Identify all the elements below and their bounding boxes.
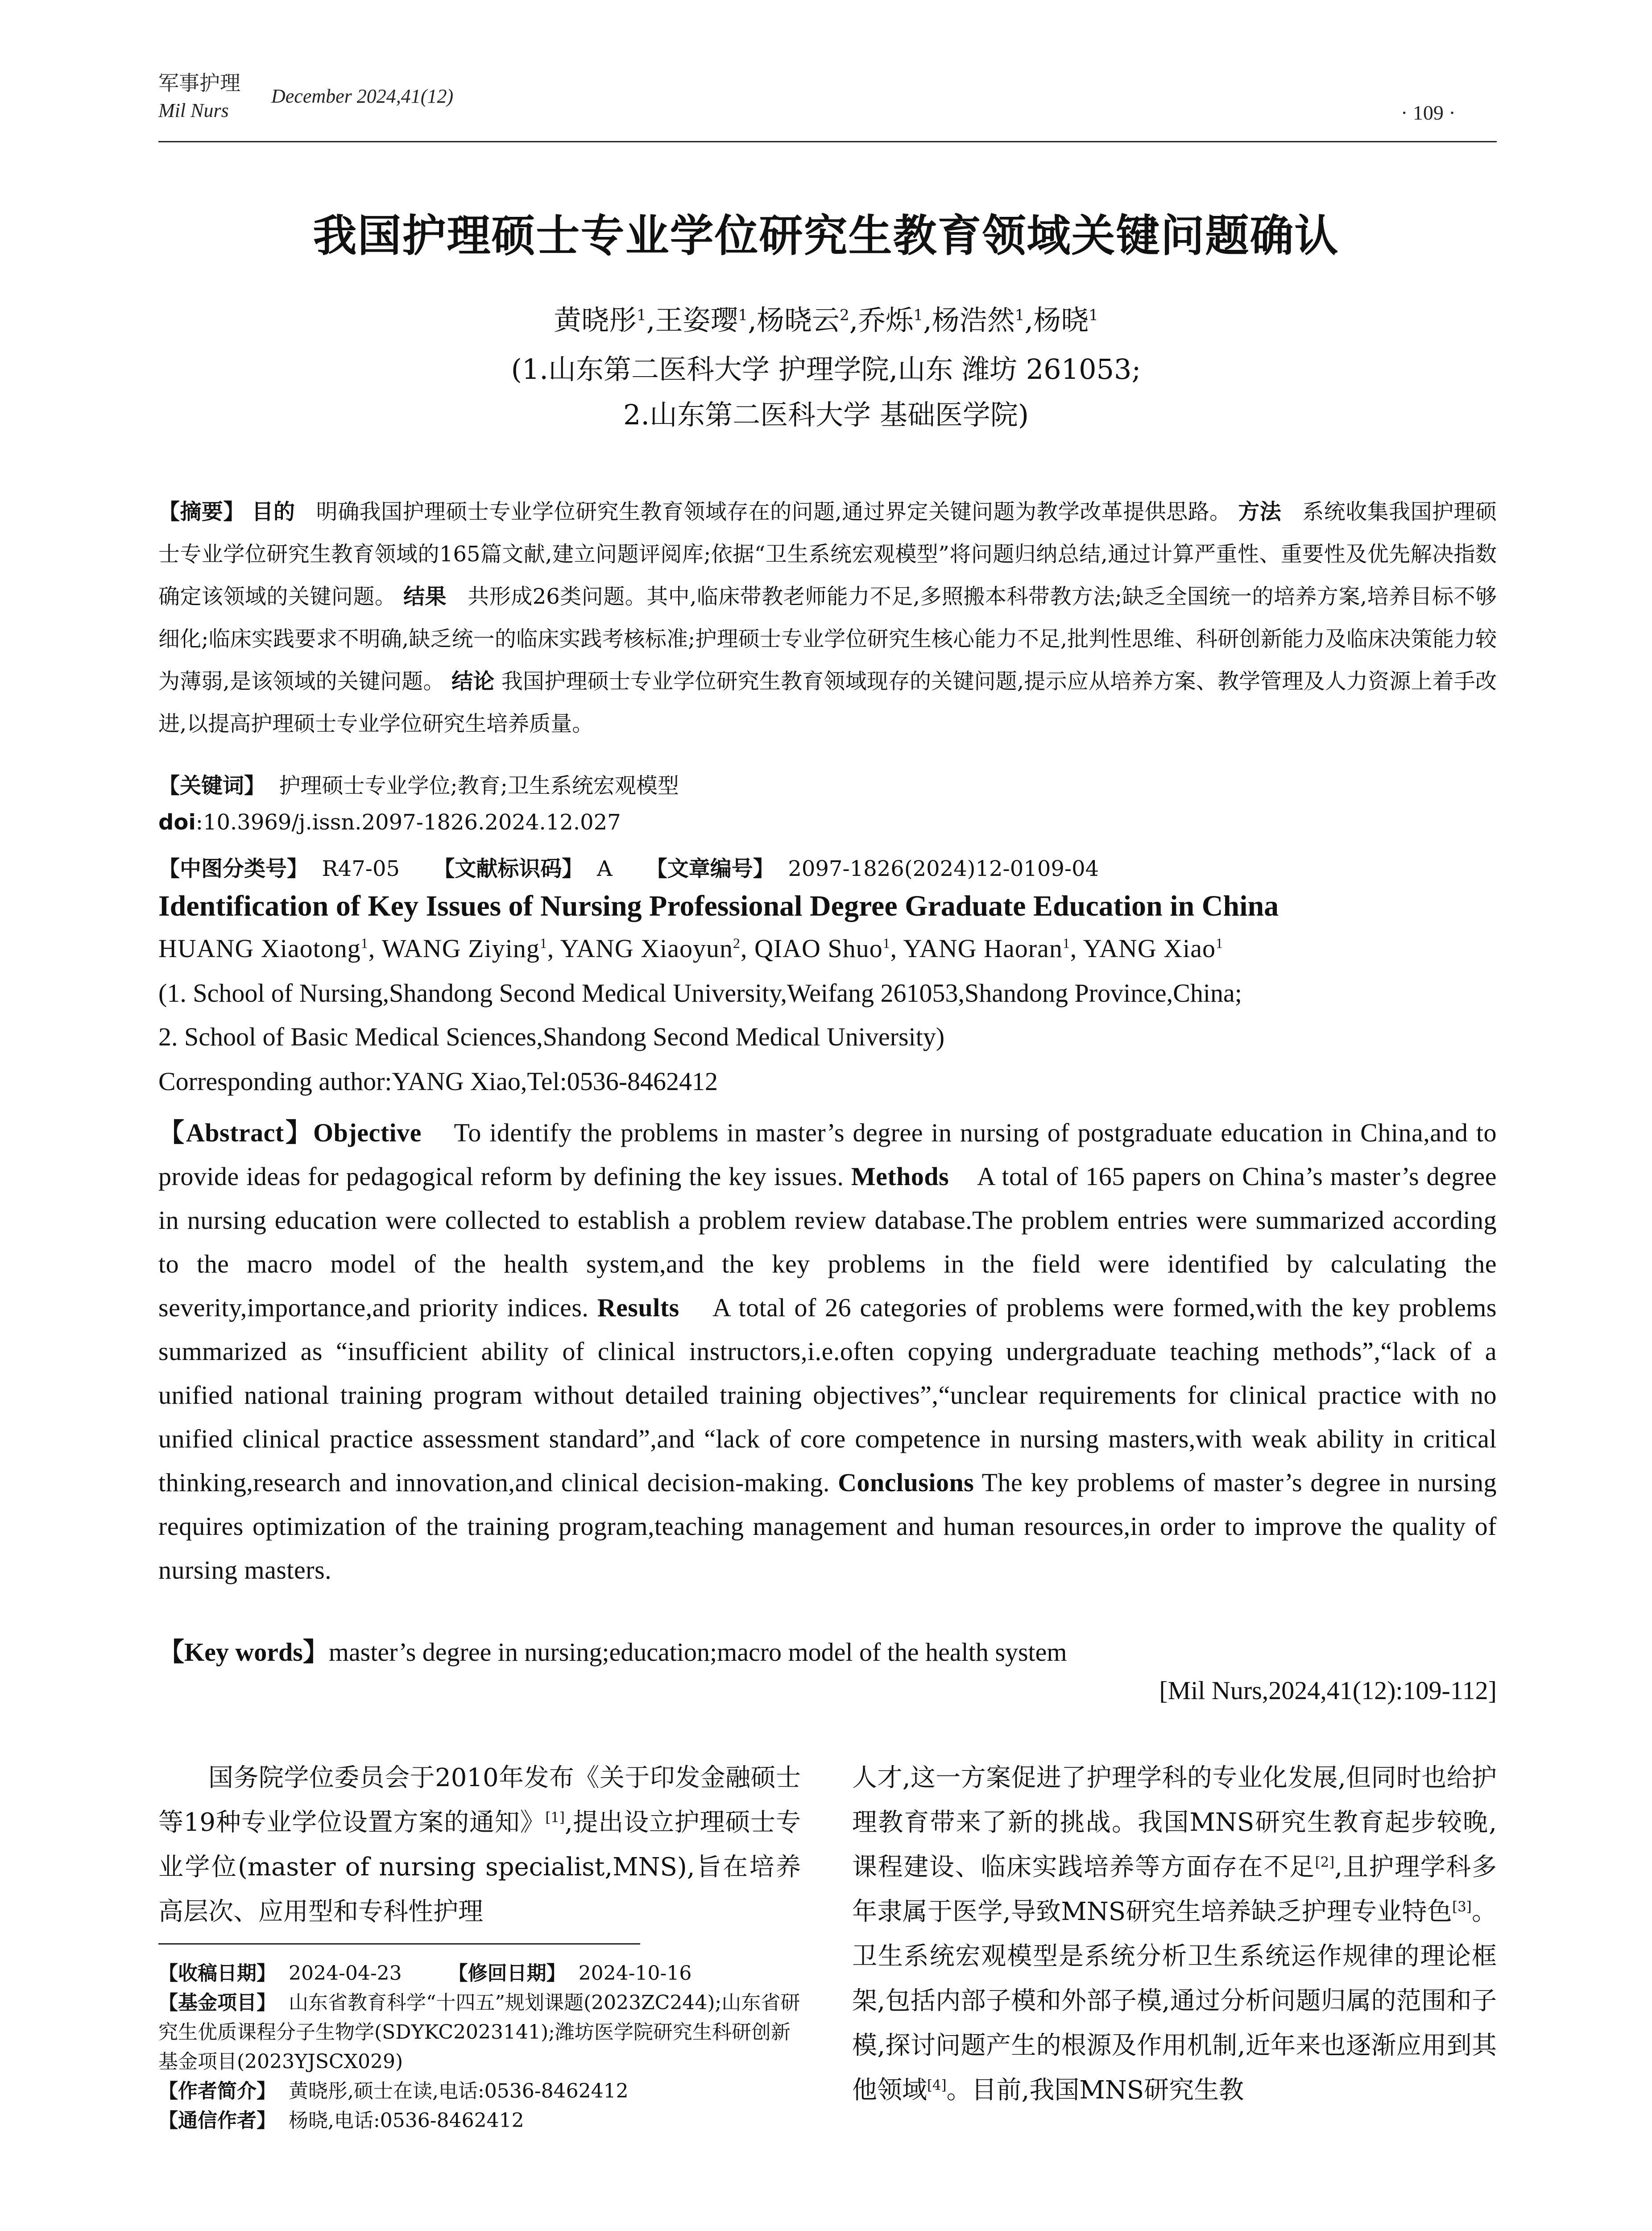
corresponding-label: 【通信作者】 <box>158 2109 276 2132</box>
citation-info: [Mil Nurs,2024,41(12):109-112] <box>1159 1676 1497 1705</box>
body-text: 。目前,我国MNS研究生教 <box>946 2076 1244 2105</box>
keywords-cn <box>158 768 1497 799</box>
corresponding-text: 杨晓,电话:0536-8462412 <box>288 2109 524 2132</box>
affiliation-line-1: (1.山东第二医科大学 护理学院,山东 潍坊 261053; <box>511 353 1141 386</box>
author: 杨晓 <box>1033 304 1089 336</box>
author-bio-text: 黄晓彤,硕士在读,电话:0536-8462412 <box>288 2080 629 2102</box>
conclusions-en-label: Conclusions <box>838 1468 974 1497</box>
author-affil-mark: 1 <box>882 935 890 951</box>
author-affil-mark: 1 <box>539 935 547 951</box>
author-affil-mark: 1 <box>738 306 748 324</box>
corresponding-author: Corresponding author:YANG Xiao,Tel:0536-8462412 <box>158 1067 718 1096</box>
received-date: 2024-04-23 <box>288 1962 402 1985</box>
author-affil-mark: 1 <box>1089 306 1098 324</box>
footnotes <box>158 1959 805 2136</box>
objective-label: 目的 <box>252 499 295 524</box>
results-text: 共形成26类问题。其中,临床带教老师能力不足,多照搬本科带教方法;缺乏全国统一的培养方案,培养目标不够细化;临床实践要求不明确,缺乏统一的临床实践考核标准;护理硕士专业学位研究生核心能力不足,批判性思维、科研创新能力及临床决策能力较为薄弱,是该领域的关键问题。 <box>158 584 1497 694</box>
author-bio-line <box>158 2077 805 2106</box>
english-affiliation-2: 2. School of Basic Medical Sciences,Shandong Second Medical University) <box>158 1022 945 1051</box>
author-bio-label: 【作者简介】 <box>158 2080 276 2102</box>
author: 黄晓彤 <box>554 304 637 336</box>
keywords-text: 护理硕士专业学位;教育;卫生系统宏观模型 <box>279 773 679 798</box>
issue-info: December 2024,41(12) <box>271 85 454 107</box>
results-label: 结果 <box>403 584 447 609</box>
reference-link[interactable]: [3] <box>1452 1899 1472 1915</box>
conclusion-label: 结论 <box>451 669 495 694</box>
body-column-right <box>852 1756 1497 2113</box>
classification-line <box>158 851 1497 882</box>
author: 杨晓云 <box>756 304 840 336</box>
author: 杨浩然 <box>932 304 1015 336</box>
author-affil-mark: 1 <box>360 935 368 951</box>
header-divider <box>158 141 1497 142</box>
reference-link[interactable]: [2] <box>1315 1854 1335 1870</box>
results-en-text: A total of 26 categories of problems were formed,with the key problems summarized as “insufficient ability of clinical instructors,i.e.often copying undergraduate teaching methods”,“lack of a unified national training program without detailed training objectives”,“unclear requirements for clinical practice with no unified clinical practice assessment standard”,and “lack of core competence in nursing masters,with weak ability in critical thinking,research and innovation,and clinical decision-making. <box>158 1293 1497 1497</box>
body-text: 。卫生系统宏观模型是系统分析卫生系统运作规律的理论框架,包括内部子模和外部子模,通过分析问题归属的范围和子模,探讨问题产生的根源及作用机制,近年来也逐渐应用到其他领域 <box>852 1897 1497 2105</box>
conclusions-en-text: The key problems of master’s degree in nursing requires optimization of the training program,teaching management and human resources,in order to improve the quality of nursing masters. <box>158 1468 1497 1584</box>
author-list: 黄晓彤$^1$,王姿璎$^1$,杨晓云$^2$,乔烁$^1$,杨浩然$^1$,杨晓$^1$ <box>554 304 1098 336</box>
received-label: 【收稿日期】 <box>158 1962 276 1985</box>
author: HUANG Xiaotong <box>158 934 361 963</box>
author: WANG Ziying <box>381 934 540 963</box>
author-affil-mark: 1 <box>1062 935 1070 951</box>
author: YANG Xiao <box>1083 934 1216 963</box>
doc-code-value: A <box>596 856 613 881</box>
author-affil-mark: 2 <box>839 306 849 324</box>
body-text: 人才,这一方案促进了护理学科的专业化发展,但同时也给护理教育带来了新的挑战。我国MNS研究生教育起步较晚,课程建设、临床实践培养等方面存在不足 <box>852 1763 1497 1882</box>
doi-line <box>158 810 1497 835</box>
corresponding-line <box>158 2106 805 2136</box>
footnote-divider <box>158 1943 640 1945</box>
conclusion-text: 我国护理硕士专业学位研究生教育领域现存的关键问题,提示应从培养方案、教学管理及人力资源上着手改进,以提高护理硕士专业学位研究生培养质量。 <box>158 669 1497 736</box>
abstract-en <box>158 1111 1497 1592</box>
author-affil-mark: 2 <box>733 935 741 951</box>
fund-line <box>158 1988 805 2077</box>
doi-value[interactable]: :10.3969/j.issn.2097-1826.2024.12.027 <box>195 810 621 835</box>
affiliation-line-2: 2.山东第二医科大学 基础医学院) <box>623 398 1029 431</box>
journal-name-en: Mil Nurs <box>158 100 229 121</box>
page-number: · 109 · <box>1401 101 1456 124</box>
author: YANG Haoran <box>903 934 1063 963</box>
author-affil-mark: 1 <box>1216 935 1223 951</box>
results-en-label: Results <box>597 1293 679 1322</box>
journal-name-cn: 军事护理 <box>158 71 240 95</box>
objective-en-text: To identify the problems in master’s degree in nursing of postgraduate education in China,and to provide ideas for pedagogical reform by defining the key issues. <box>158 1118 1497 1191</box>
fund-text: 山东省教育科学“十四五”规划课题(2023ZC244);山东省研究生优质课程分子生物学(SDYKC2023141);潍坊医学院研究生科研创新基金项目(2023YJSCX029) <box>158 1991 800 2073</box>
methods-label: 方法 <box>1238 499 1282 524</box>
body-column-left <box>158 1756 801 1934</box>
author: YANG Xiaoyun <box>560 934 733 963</box>
author-affil-mark: 1 <box>1014 306 1025 324</box>
keywords-en-label: 【Key words】 <box>158 1638 329 1667</box>
doc-code-label: 【文献标识码】 <box>433 856 584 881</box>
author: 王姿璎 <box>655 304 738 336</box>
keywords-en-text: master’s degree in nursing;education;macro model of the health system <box>328 1638 1067 1667</box>
english-author-list: HUANG Xiaotong$^1$, WANG Ziying$^1$, YANG Xiaoyun$^2$, QIAO Shuo$^1$, YANG Haoran$^1$, YANG Xiao$^1$ <box>158 934 1223 963</box>
fund-label: 【基金项目】 <box>158 1991 276 2014</box>
methods-en-text: A total of 165 papers on China’s master’s degree in nursing education were collected to establish a problem review database.The problem entries were summarized according to the macro model of the health system,and the key problems in the field were identified by calculating the severity,importance,and priority indices. <box>158 1162 1497 1322</box>
article-no-label: 【文章编号】 <box>646 856 774 881</box>
body-text: ,且护理学科多年隶属于医学,导致MNS研究生培养缺乏护理专业特色 <box>852 1853 1497 1926</box>
english-title: Identification of Key Issues of Nursing Professional Degree Graduate Education in China <box>158 890 1279 922</box>
english-affiliation-1: (1. School of Nursing,Shandong Second Medical University,Weifang 261053,Shandong Province,China; <box>158 979 1242 1008</box>
objective-en-label: Objective <box>313 1118 422 1147</box>
article-no-value: 2097-1826(2024)12-0109-04 <box>788 856 1099 881</box>
abstract-label: 【摘要】 <box>158 499 245 524</box>
author-affil-mark: 1 <box>913 306 923 324</box>
revised-date: 2024-10-16 <box>578 1962 692 1985</box>
keywords-en <box>158 1631 1497 1668</box>
doi-label: doi <box>158 810 196 835</box>
abstract-cn <box>158 491 1497 745</box>
clc-value: R47-05 <box>322 856 400 881</box>
reference-link[interactable]: [4] <box>927 2077 947 2094</box>
methods-text: 系统收集我国护理硕士专业学位研究生教育领域的165篇文献,建立问题评阅库;依据“卫生系统宏观模型”将问题归纳总结,通过计算严重性、重要性及优先解决指数确定该领域的关键问题。 <box>158 499 1497 609</box>
methods-en-label: Methods <box>851 1162 949 1191</box>
date-line <box>158 1959 805 1988</box>
author-affil-mark: 1 <box>637 306 646 324</box>
author: QIAO Shuo <box>754 934 883 963</box>
body-text: 国务院学位委员会于2010年发布《关于印发金融硕士等19种专业学位设置方案的通知》 <box>158 1763 801 1837</box>
article-title: 我国护理硕士专业学位研究生教育领域关键问题确认 <box>313 211 1339 261</box>
clc-label: 【中图分类号】 <box>158 856 309 881</box>
reference-link[interactable]: [1] <box>545 1809 565 1826</box>
revised-label: 【修回日期】 <box>448 1962 566 1985</box>
author: 乔烁 <box>858 304 914 336</box>
objective-text: 明确我国护理硕士专业学位研究生教育领域存在的问题,通过界定关键问题为教学改革提供思路。 <box>316 499 1231 524</box>
keywords-label: 【关键词】 <box>158 773 266 798</box>
abstract-en-label: 【Abstract】 <box>158 1118 314 1147</box>
body-text: ,提出设立护理硕士专业学位(master of nursing specialist,MNS),旨在培养高层次、应用型和专科性护理 <box>158 1808 801 1926</box>
